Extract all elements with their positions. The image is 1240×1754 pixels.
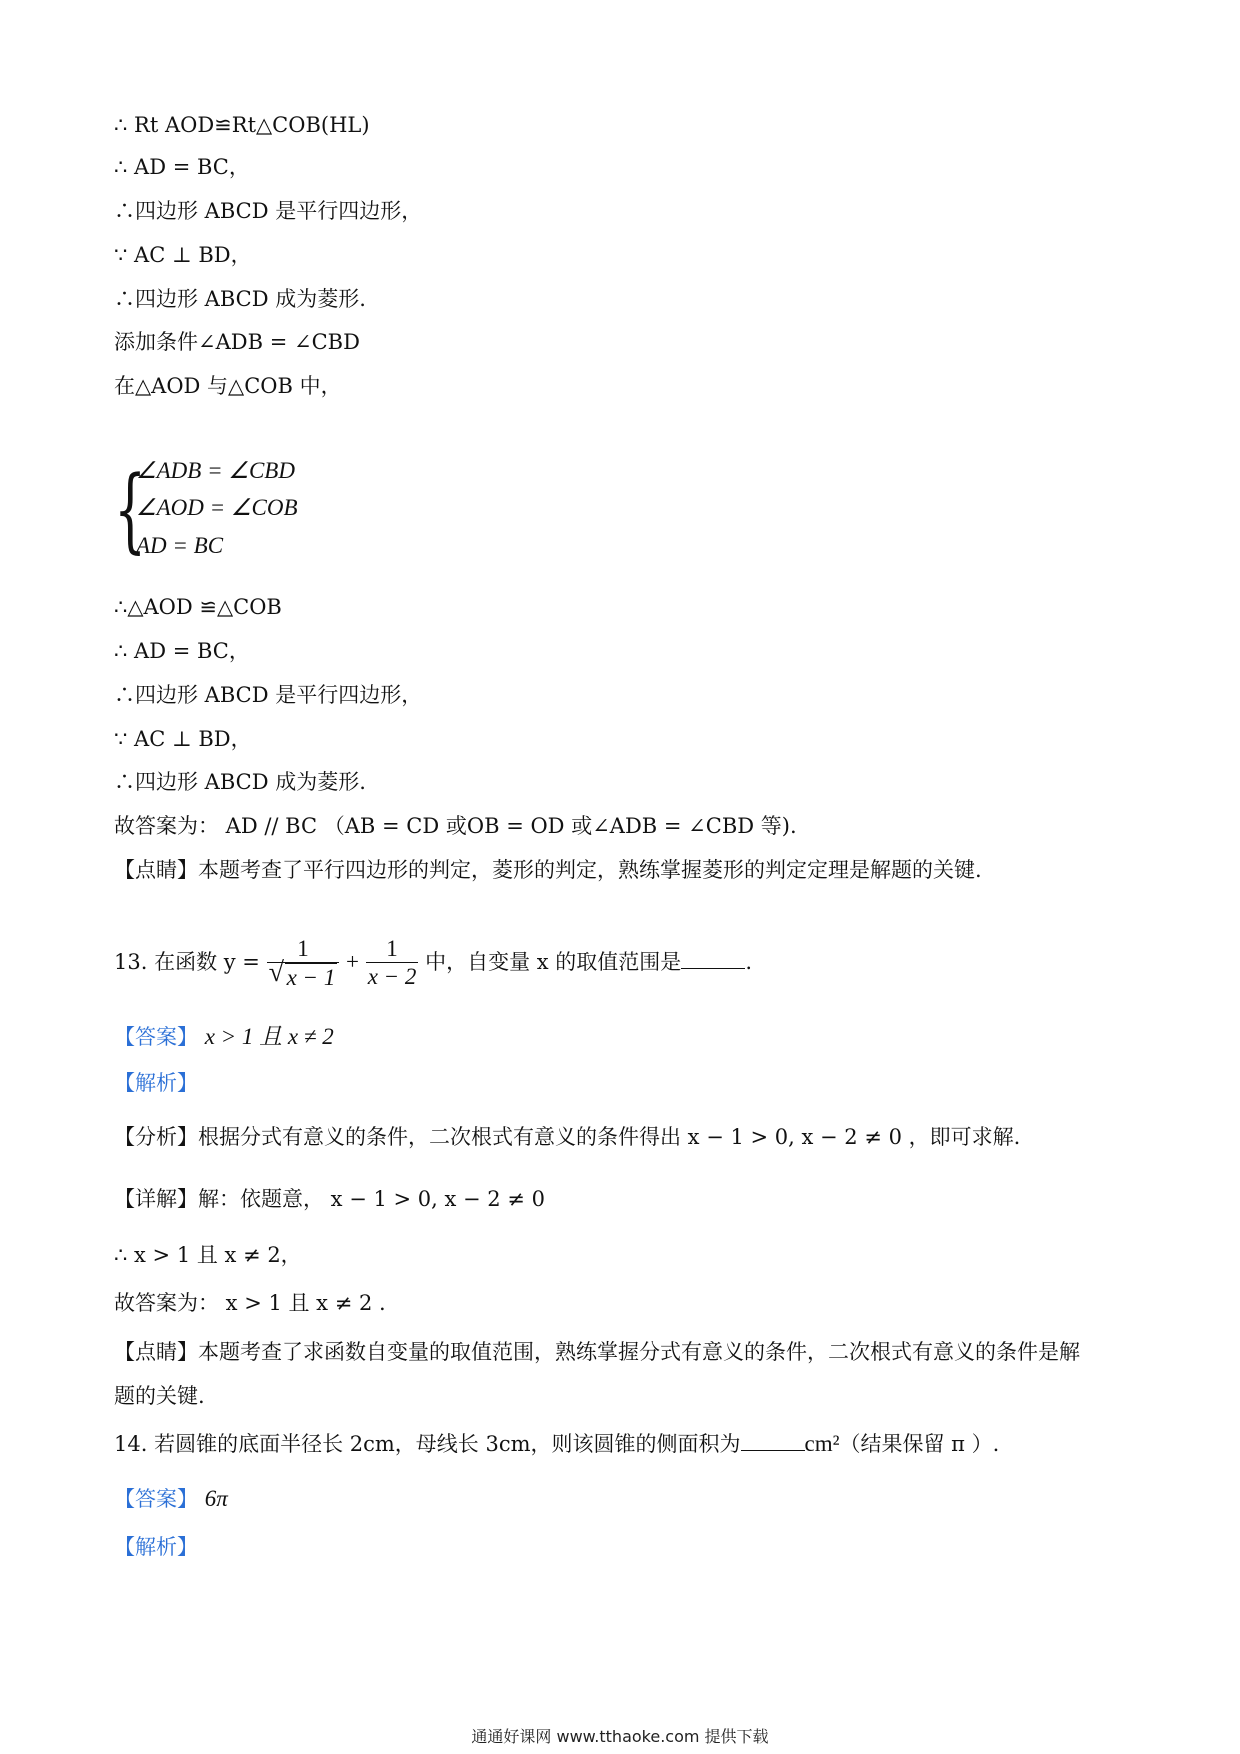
plus-sign: +	[346, 949, 359, 974]
fraction-2	[366, 936, 419, 991]
unit-label: cm²	[804, 1431, 840, 1456]
sqrt-icon: √ x − 1	[268, 956, 336, 990]
proof-line: ∴ AD = BC，	[114, 155, 250, 179]
question-prefix: 在函数 y =	[154, 950, 260, 974]
proof-line: ∴ Rt AOD≌Rt△COB(HL)	[114, 113, 370, 137]
answer-line	[114, 1022, 334, 1052]
fraction-1	[267, 936, 340, 992]
fraction-denominator: x − 2	[367, 964, 417, 989]
answer-line: 故答案为： x > 1 且 x ≠ 2 .	[114, 1291, 386, 1315]
proof-line: ∴ x > 1 且 x ≠ 2，	[114, 1243, 302, 1267]
analysis-tag: 【解析】	[114, 1535, 198, 1559]
proof-line: 在△AOD 与△COB 中，	[114, 374, 342, 398]
proof-line: ∴△AOD ≌△COB	[114, 595, 282, 619]
question-14	[114, 1429, 999, 1459]
answer-tag: 【答案】	[114, 1025, 198, 1049]
question-text: 14. 若圆锥的底面半径长 2cm，母线长 3cm，则该圆锥的侧面积为	[114, 1432, 741, 1456]
answer-tag: 【答案】	[114, 1487, 198, 1511]
question-13	[114, 932, 752, 992]
answer-blank	[741, 1432, 805, 1451]
radicand: x − 1	[286, 964, 336, 990]
proof-line: ∴四边形 ABCD 成为菱形.	[114, 770, 366, 794]
proof-line: ∴ AD = BC，	[114, 639, 250, 663]
page-footer: 通通好课网 www.tthaoke.com 提供下载	[471, 1727, 769, 1746]
proof-line: 添加条件∠ADB = ∠CBD	[114, 330, 360, 354]
dianjing-note: 题的关键.	[114, 1384, 205, 1408]
dianjing-note: 【点睛】本题考查了平行四边形的判定，菱形的判定，熟练掌握菱形的判定定理是解题的关键.	[114, 858, 982, 882]
dianjing-note: 【点睛】本题考查了求函数自变量的取值范围，熟练掌握分式有意义的条件，二次根式有意义的条件是解	[114, 1340, 1080, 1364]
xiangjie-line: 【详解】解：依题意， x − 1 > 0, x − 2 ≠ 0	[114, 1187, 545, 1211]
answer-line	[114, 1484, 228, 1514]
answer-line: 故答案为： AD // BC （AB = CD 或OB = OD 或∠ADB = ∠CBD 等).	[114, 814, 797, 838]
answer-blank	[681, 950, 745, 969]
proof-line: ∴四边形 ABCD 成为菱形.	[114, 287, 366, 311]
system-row: ∠ADB = ∠CBD	[136, 458, 295, 483]
system-row: ∠AOD = ∠COB	[136, 495, 298, 520]
fraction-numerator: 1	[386, 936, 398, 961]
proof-line: ∴四边形 ABCD 是平行四边形，	[114, 199, 423, 223]
proof-line: ∵ AC ⊥ BD，	[114, 243, 252, 267]
question-number: 13.	[114, 950, 148, 974]
fraction-numerator: 1	[297, 935, 309, 961]
question-suffix: 中，自变量 x 的取值范围是	[425, 950, 682, 974]
answer-value: x > 1 且 x ≠ 2	[204, 1024, 334, 1049]
fenxi-line: 【分析】根据分式有意义的条件，二次根式有意义的条件得出 x − 1 > 0, x − 2 ≠ 0 ，即可求解.	[114, 1125, 1021, 1149]
question-end: .	[745, 950, 752, 974]
answer-value: 6π	[204, 1486, 228, 1511]
proof-line: ∵ AC ⊥ BD，	[114, 727, 252, 751]
left-brace-icon: {	[114, 456, 147, 563]
fraction-denominator	[267, 956, 340, 992]
analysis-tag: 【解析】	[114, 1071, 198, 1095]
question-tail: （结果保留 π ）.	[839, 1432, 1000, 1456]
proof-line: ∴四边形 ABCD 是平行四边形，	[114, 683, 423, 707]
system-row: AD = BC	[136, 533, 224, 558]
